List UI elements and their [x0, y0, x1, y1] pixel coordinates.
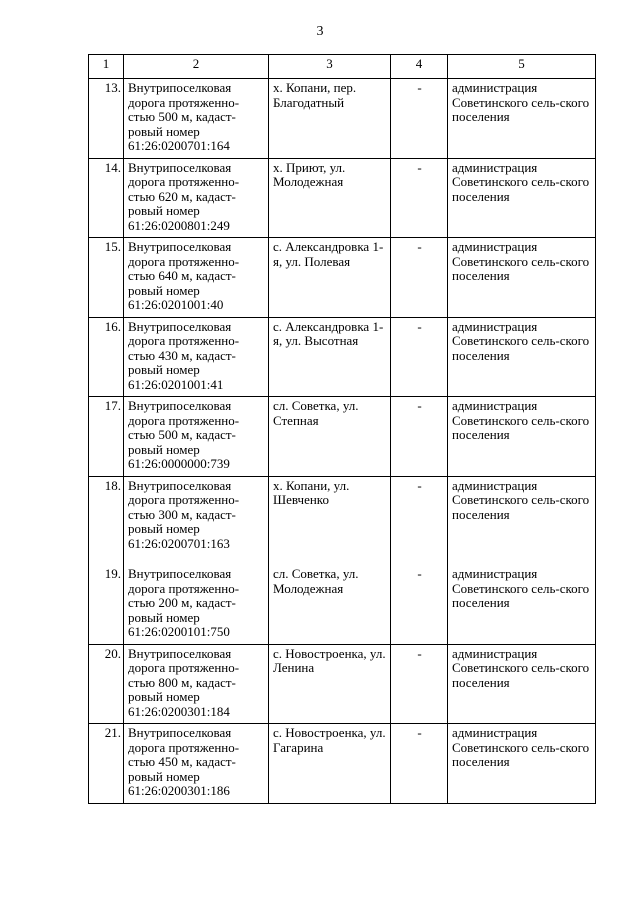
row-number: 19. — [89, 555, 124, 644]
row-location: х. Приют, ул. Молодежная — [269, 158, 391, 238]
row-number: 16. — [89, 317, 124, 397]
table-row — [89, 158, 596, 238]
row-owner: администрация Советинского сель-ского поселения — [448, 238, 596, 318]
row-description: Внутрипоселковая дорога протяженно-стью 430 м, кадаст-ровый номер 61:26:0201001:41 — [124, 317, 269, 397]
row-location: сл. Советка, ул. Степная — [269, 397, 391, 477]
row-owner: администрация Советинского сель-ского поселения — [448, 317, 596, 397]
page-number: 3 — [316, 24, 324, 39]
table-row — [89, 238, 596, 318]
row-column-4: - — [391, 79, 448, 159]
row-description: Внутрипоселковая дорога протяженно-стью 300 м, кадаст-ровый номер 61:26:0200701:163 — [124, 476, 269, 555]
row-owner: администрация Советинского сель-ского поселения — [448, 397, 596, 477]
row-description: Внутрипоселковая дорога протяженно-стью 450 м, кадаст-ровый номер 61:26:0200301:186 — [124, 724, 269, 804]
row-location: с. Александровка 1-я, ул. Высотная — [269, 317, 391, 397]
row-owner: администрация Советинского сель-ского поселения — [448, 724, 596, 804]
table-row — [89, 476, 596, 555]
row-location: сл. Советка, ул. Молодежная — [269, 555, 391, 644]
row-location: с. Новостроенка, ул. Ленина — [269, 644, 391, 724]
row-column-4: - — [391, 238, 448, 318]
row-owner: администрация Советинского сель-ского поселения — [448, 644, 596, 724]
row-number: 15. — [89, 238, 124, 318]
property-table — [88, 54, 596, 804]
row-number: 17. — [89, 397, 124, 477]
row-location: х. Копани, ул. Шевченко — [269, 476, 391, 555]
row-owner: администрация Советинского сель-ского поселения — [448, 555, 596, 644]
table-row — [89, 397, 596, 477]
table-row — [89, 724, 596, 804]
row-owner: администрация Советинского сель-ского поселения — [448, 476, 596, 555]
row-location: х. Копани, пер. Благодатный — [269, 79, 391, 159]
row-number: 14. — [89, 158, 124, 238]
row-column-4: - — [391, 317, 448, 397]
row-location: с. Александровка 1-я, ул. Полевая — [269, 238, 391, 318]
column-header-4: 4 — [391, 55, 448, 79]
table-row — [89, 317, 596, 397]
row-description: Внутрипоселковая дорога протяженно-стью 500 м, кадаст-ровый номер 61:26:0200701:164 — [124, 79, 269, 159]
column-header-3: 3 — [269, 55, 391, 79]
row-column-4: - — [391, 158, 448, 238]
row-owner: администрация Советинского сель-ского поселения — [448, 79, 596, 159]
row-column-4: - — [391, 397, 448, 477]
row-description: Внутрипоселковая дорога протяженно-стью 620 м, кадаст-ровый номер 61:26:0200801:249 — [124, 158, 269, 238]
row-owner: администрация Советинского сель-ского поселения — [448, 158, 596, 238]
row-description: Внутрипоселковая дорога протяженно-стью 640 м, кадаст-ровый номер 61:26:0201001:40 — [124, 238, 269, 318]
row-number: 20. — [89, 644, 124, 724]
table-row — [89, 555, 596, 644]
row-location: с. Новостроенка, ул. Гагарина — [269, 724, 391, 804]
column-header-1: 1 — [89, 55, 124, 79]
row-column-4: - — [391, 724, 448, 804]
row-column-4: - — [391, 555, 448, 644]
row-description: Внутрипоселковая дорога протяженно-стью 800 м, кадаст-ровый номер 61:26:0200301:184 — [124, 644, 269, 724]
row-description: Внутрипоселковая дорога протяженно-стью 200 м, кадаст-ровый номер 61:26:0200101:750 — [124, 555, 269, 644]
column-header-2: 2 — [124, 55, 269, 79]
column-header-5: 5 — [448, 55, 596, 79]
row-column-4: - — [391, 644, 448, 724]
table-row — [89, 79, 596, 159]
row-number: 18. — [89, 476, 124, 555]
row-number: 13. — [89, 79, 124, 159]
table-row — [89, 644, 596, 724]
row-number: 21. — [89, 724, 124, 804]
row-column-4: - — [391, 476, 448, 555]
table-header-row — [89, 55, 596, 79]
row-description: Внутрипоселковая дорога протяженно-стью 500 м, кадаст-ровый номер 61:26:0000000:739 — [124, 397, 269, 477]
